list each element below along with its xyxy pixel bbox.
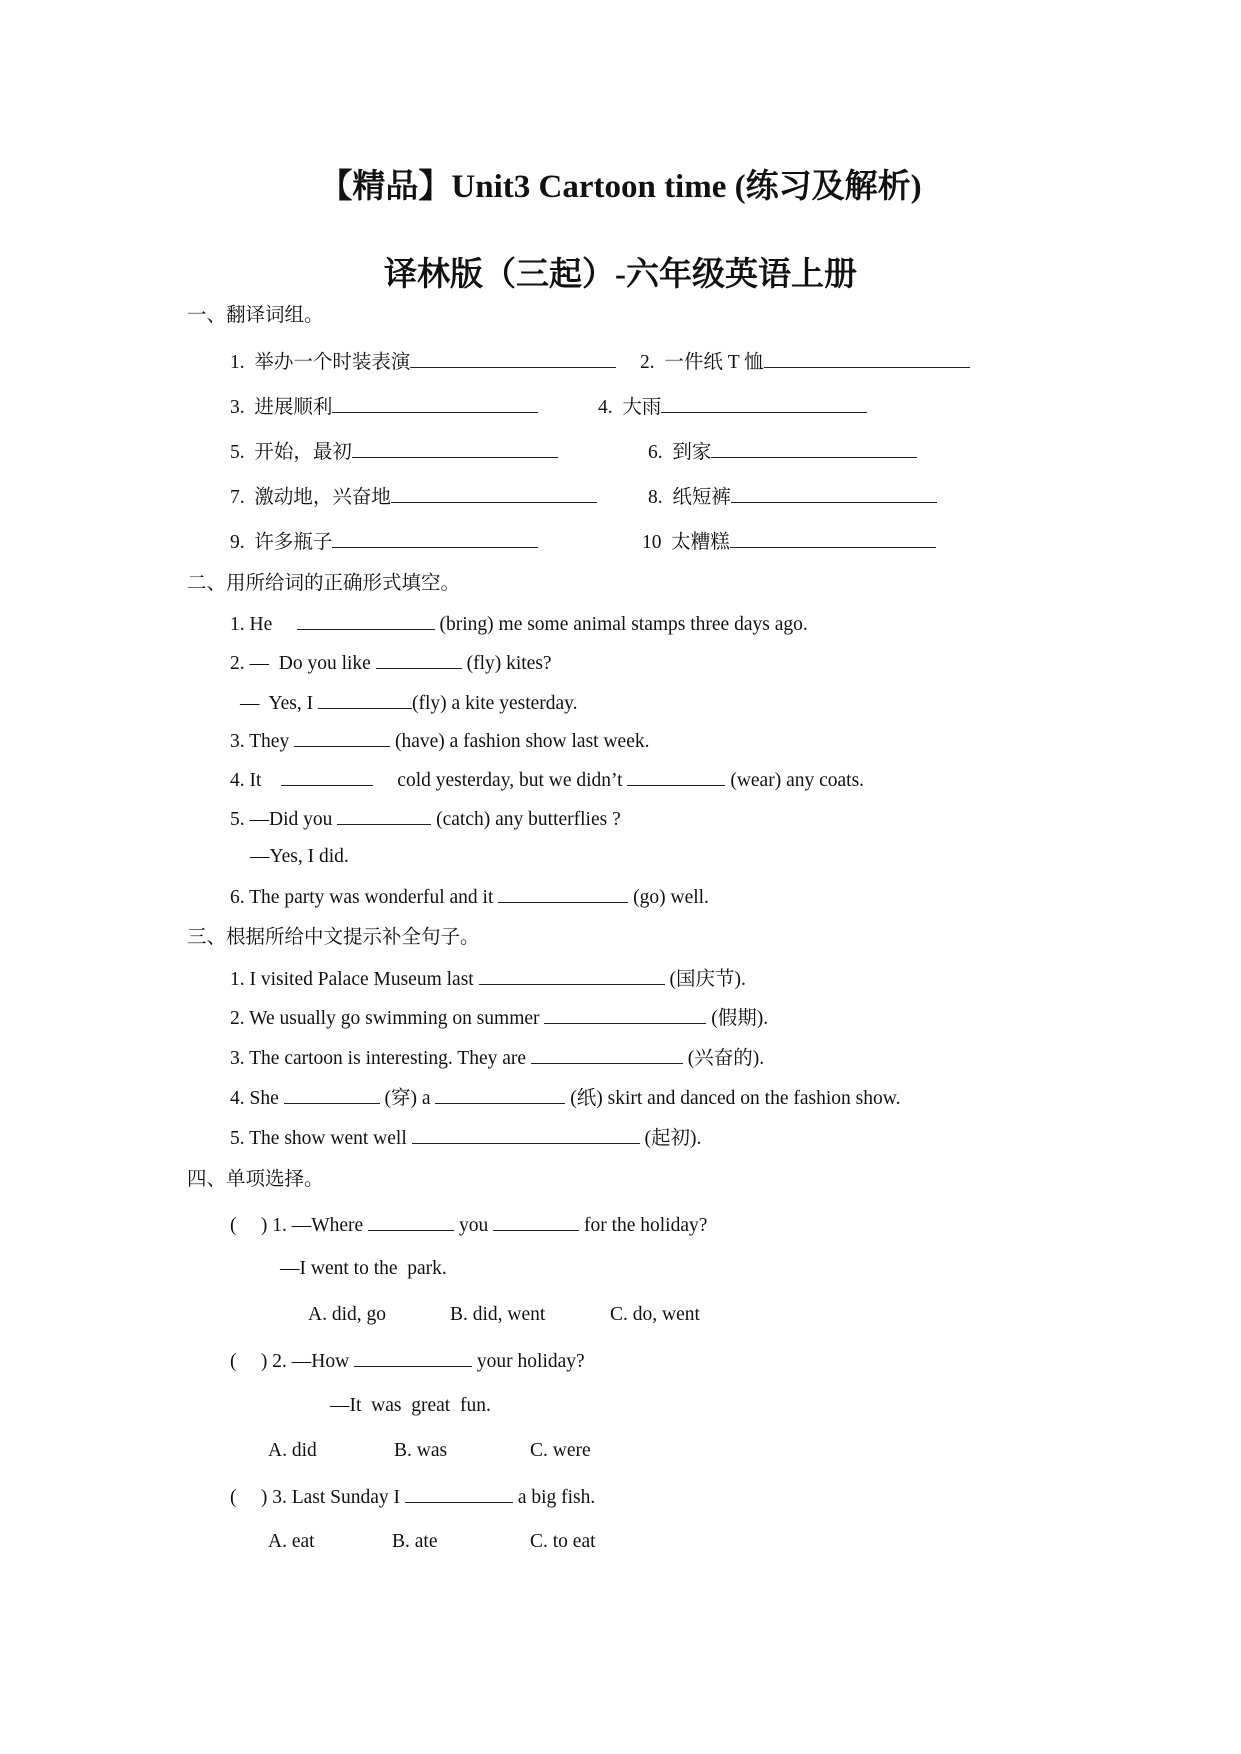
choice-2-option-c[interactable]: C. were: [530, 1440, 591, 1461]
question-text: 4. It: [230, 770, 262, 791]
complete-question-5: [230, 1125, 701, 1151]
item-label: 6. 到家: [648, 442, 712, 463]
answer-blank[interactable]: [376, 650, 462, 669]
fill-question-6: [230, 884, 709, 910]
question-text: you: [458, 1215, 489, 1236]
question-text: (假期).: [711, 1008, 769, 1029]
question-text: 4. She: [230, 1088, 279, 1109]
choice-1-option-c[interactable]: C. do, went: [610, 1304, 700, 1325]
fill-question-4: [230, 767, 864, 793]
item-label: 5. 开始，最初: [230, 442, 352, 463]
document-subtitle: 译林版（三起）-六年级英语上册: [384, 257, 857, 293]
fill-question-2a: [230, 650, 552, 676]
question-text: 3. The cartoon is interesting. They are: [230, 1048, 527, 1069]
answer-blank[interactable]: [410, 349, 616, 368]
question-text: your holiday?: [476, 1351, 585, 1372]
choice-2-option-a[interactable]: A. did: [268, 1440, 317, 1461]
question-text: (纸) skirt and danced on the fashion show.: [570, 1088, 901, 1109]
answer-blank[interactable]: [731, 484, 937, 503]
choice-1-option-a[interactable]: A. did, go: [308, 1304, 386, 1325]
fill-question-1: [230, 611, 808, 637]
item-label: 7. 激动地，兴奋地: [230, 487, 391, 508]
choice-2-option-b[interactable]: B. was: [394, 1440, 448, 1461]
answer-blank[interactable]: [281, 767, 373, 786]
question-text: (起初).: [644, 1128, 702, 1149]
translation-item-8: [648, 484, 937, 510]
question-text: 2. ― Do you like: [230, 653, 371, 674]
answer-blank[interactable]: [318, 690, 412, 709]
choice-3-option-b[interactable]: B. ate: [392, 1531, 438, 1552]
choice-question-3: [230, 1484, 595, 1510]
answer-blank[interactable]: [391, 484, 597, 503]
answer-blank[interactable]: [352, 439, 558, 458]
translation-item-3: [230, 394, 538, 420]
answer-blank[interactable]: [337, 806, 431, 825]
item-label: 9. 许多瓶子: [230, 532, 333, 553]
answer-blank[interactable]: [711, 439, 917, 458]
question-text: cold yesterday, but we didn’t: [397, 770, 623, 791]
question-text: (catch) any butterflies ?: [436, 809, 621, 830]
answer-blank[interactable]: [332, 529, 538, 548]
item-label: 1. 举办一个时装表演: [230, 352, 411, 373]
answer-blank[interactable]: [764, 349, 970, 368]
answer-blank[interactable]: [498, 884, 628, 903]
answer-blank[interactable]: [284, 1085, 380, 1104]
question-text: 1. He: [230, 614, 273, 635]
fill-question-2b: [240, 690, 578, 716]
complete-question-2: [230, 1005, 768, 1031]
item-label: 3. 进展顺利: [230, 397, 333, 418]
question-text: (fly) a kite yesterday.: [412, 693, 578, 714]
section-2-heading: 二、用所给词的正确形式填空。: [187, 573, 461, 594]
question-text: for the holiday?: [583, 1215, 708, 1236]
question-text: (bring) me some animal stamps three days ago.: [439, 614, 808, 635]
answer-blank[interactable]: [493, 1212, 579, 1231]
question-text: ( ) 1. ―Where: [230, 1215, 364, 1236]
answer-blank[interactable]: [544, 1005, 706, 1024]
question-text: (穿) a: [384, 1088, 431, 1109]
choice-3-option-a[interactable]: A. eat: [268, 1531, 315, 1552]
translation-item-7: [230, 484, 597, 510]
complete-question-3: [230, 1045, 764, 1071]
question-text: 3. They: [230, 731, 290, 752]
choice-3-option-c[interactable]: C. to eat: [530, 1531, 596, 1552]
fill-question-5a: [230, 806, 621, 832]
translation-item-10: [642, 529, 936, 555]
question-text: (go) well.: [633, 887, 709, 908]
answer-blank[interactable]: [354, 1348, 472, 1367]
section-4-heading: 四、单项选择。: [187, 1169, 324, 1190]
choice-1-option-b[interactable]: B. did, went: [450, 1304, 546, 1325]
answer-blank[interactable]: [294, 728, 390, 747]
answer-blank[interactable]: [661, 394, 867, 413]
translation-item-2: [640, 349, 970, 375]
answer-blank[interactable]: [412, 1125, 640, 1144]
fill-question-3: [230, 728, 649, 754]
translation-item-6: [648, 439, 917, 465]
section-3-heading: 三、根据所给中文提示补全句子。: [187, 927, 480, 948]
answer-blank[interactable]: [405, 1484, 513, 1503]
question-text: ― Yes, I: [240, 693, 314, 714]
question-text: ( ) 3. Last Sunday I: [230, 1487, 401, 1508]
choice-question-1: [230, 1212, 707, 1238]
document-title: 【精品】Unit3 Cartoon time (练习及解析): [319, 169, 922, 205]
translation-item-9: [230, 529, 538, 555]
choice-question-1-answer: ―I went to the park.: [280, 1258, 447, 1279]
question-text: (国庆节).: [669, 969, 746, 990]
item-label: 4. 大雨: [598, 397, 662, 418]
question-text: a big fish.: [517, 1487, 596, 1508]
translation-item-5: [230, 439, 558, 465]
item-label: 10 太糟糕: [642, 532, 730, 553]
answer-blank[interactable]: [332, 394, 538, 413]
answer-blank[interactable]: [368, 1212, 454, 1231]
section-1-heading: 一、翻译词组。: [187, 305, 324, 326]
translation-item-1: [230, 349, 616, 375]
choice-question-2: [230, 1348, 585, 1374]
question-text: 2. We usually go swimming on summer: [230, 1008, 540, 1029]
translation-item-4: [598, 394, 867, 420]
answer-blank[interactable]: [479, 966, 665, 985]
complete-question-4: [230, 1085, 900, 1111]
answer-blank[interactable]: [435, 1085, 565, 1104]
answer-blank[interactable]: [627, 767, 725, 786]
question-text: (have) a fashion show last week.: [394, 731, 650, 752]
answer-blank[interactable]: [297, 611, 435, 630]
item-label: 8. 纸短裤: [648, 487, 731, 508]
question-text: 6. The party was wonderful and it: [230, 887, 494, 908]
question-text: (fly) kites?: [466, 653, 552, 674]
choice-question-2-answer: ―It was great fun.: [330, 1395, 491, 1416]
answer-blank[interactable]: [531, 1045, 683, 1064]
answer-blank[interactable]: [730, 529, 936, 548]
question-text: (兴奋的).: [687, 1048, 765, 1069]
question-text: (wear) any coats.: [730, 770, 865, 791]
question-text: 5. ―Did you: [230, 809, 333, 830]
item-label: 2. 一件纸 T 恤: [640, 352, 764, 373]
complete-question-1: [230, 966, 746, 992]
question-text: 1. I visited Palace Museum last: [230, 969, 474, 990]
question-text: 5. The show went well: [230, 1128, 407, 1149]
fill-question-5b: ―Yes, I did.: [250, 846, 349, 867]
question-text: ( ) 2. ―How: [230, 1351, 350, 1372]
